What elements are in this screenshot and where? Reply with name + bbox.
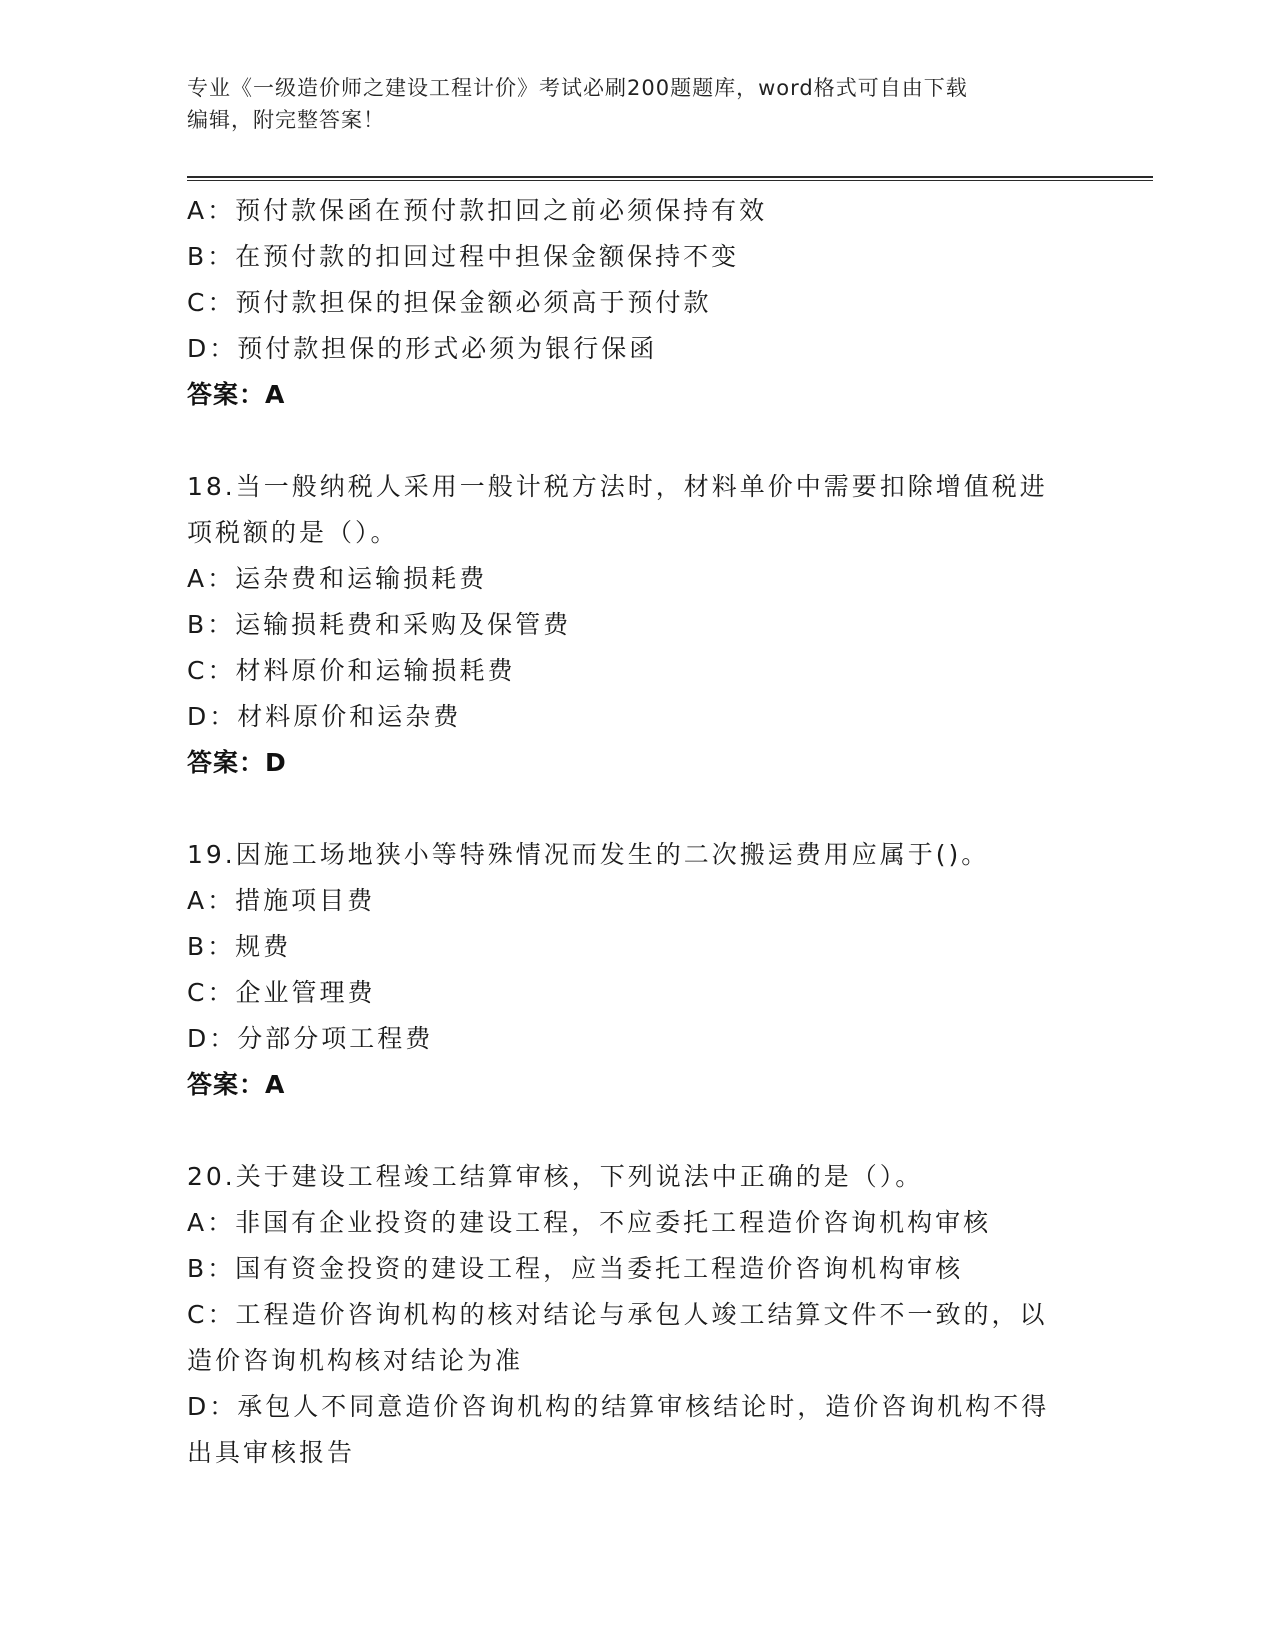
q18-option-a: A：运杂费和运输损耗费	[187, 564, 488, 593]
q17-option-c: C：预付款担保的担保金额必须高于预付款	[187, 288, 712, 317]
q20-option-c-line2: 造价咨询机构核对结论为准	[187, 1346, 524, 1375]
q18-stem-line2: 项税额的是（）。	[187, 518, 399, 547]
question-17-block	[187, 188, 1087, 418]
q19-option-c: C：企业管理费	[187, 978, 376, 1007]
q20-option-d-line1: D：承包人不同意造价咨询机构的结算审核结论时，造价咨询机构不得	[187, 1392, 1050, 1421]
q18-option-d: D：材料原价和运杂费	[187, 702, 462, 731]
q18-option-b: B：运输损耗费和采购及保管费	[187, 610, 572, 639]
question-18-block	[187, 464, 1087, 786]
header-divider	[187, 176, 1153, 181]
q20-option-c-line1: C：工程造价咨询机构的核对结论与承包人竣工结算文件不一致的，以	[187, 1300, 1048, 1329]
q19-option-d: D：分部分项工程费	[187, 1024, 434, 1053]
q17-option-d: D：预付款担保的形式必须为银行保函	[187, 334, 658, 363]
q20-option-d-line2: 出具审核报告	[187, 1438, 356, 1467]
q17-option-a: A：预付款保函在预付款扣回之前必须保持有效	[187, 196, 768, 225]
q17-answer: 答案：A	[187, 380, 286, 409]
header-title-line2: 编辑，附完整答案！	[187, 108, 385, 132]
q18-option-c: C：材料原价和运输损耗费	[187, 656, 516, 685]
q20-option-b: B：国有资金投资的建设工程，应当委托工程造价咨询机构审核	[187, 1254, 964, 1283]
q17-option-b: B：在预付款的扣回过程中担保金额保持不变	[187, 242, 740, 271]
q18-stem-line1: 18.当一般纳税人采用一般计税方法时，材料单价中需要扣除增值税进	[187, 472, 1048, 501]
q18-answer: 答案：D	[187, 748, 287, 777]
document-header	[187, 72, 1067, 136]
q19-option-b: B：规费	[187, 932, 292, 961]
q20-option-a: A：非国有企业投资的建设工程，不应委托工程造价咨询机构审核	[187, 1208, 992, 1237]
q19-answer: 答案：A	[187, 1070, 286, 1099]
spacer	[187, 786, 1087, 832]
header-title-line1: 专业《一级造价师之建设工程计价》考试必刷200题题库，word格式可自由下载	[187, 76, 968, 100]
spacer	[187, 1108, 1087, 1154]
question-list	[187, 188, 1087, 1476]
q20-stem: 20.关于建设工程竣工结算审核，下列说法中正确的是（）。	[187, 1162, 924, 1191]
question-19-block	[187, 832, 1087, 1108]
question-20-block	[187, 1154, 1087, 1476]
q19-option-a: A：措施项目费	[187, 886, 376, 915]
spacer	[187, 418, 1087, 464]
q19-stem: 19.因施工场地狭小等特殊情况而发生的二次搬运费用应属于()。	[187, 840, 990, 869]
